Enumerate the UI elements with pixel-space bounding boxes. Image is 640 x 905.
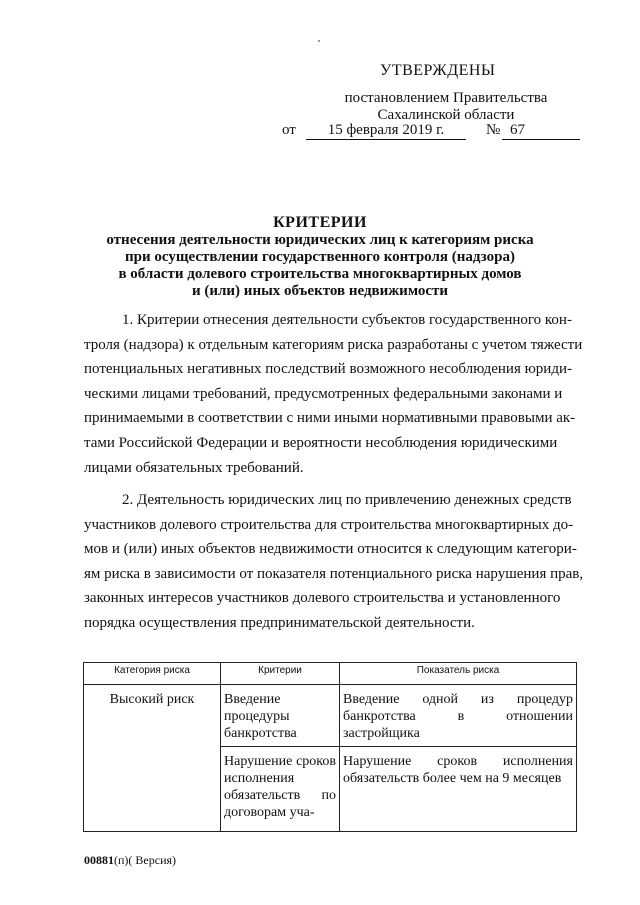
- table-header-row: [84, 663, 577, 685]
- subtitle-line: отнесения деятельности юридических лиц к категориям риска: [106, 232, 534, 248]
- approved-heading: УТВЕРЖДЕНЫ: [380, 62, 496, 79]
- approved-by-line-1: постановлением Правительства: [344, 90, 548, 106]
- paragraph-line: участников долевого строительства для строительства многоквартирных до-: [84, 516, 574, 533]
- indicator-cell: Нарушение сроков исполнения обязательств более чем на 9 месяцев: [340, 747, 577, 832]
- paragraph-line: троля (надзора) к отдельным категориям риска разработаны с учетом тяжести: [84, 336, 583, 353]
- footer-code: 00881: [84, 853, 114, 867]
- scan-speck: [318, 40, 320, 42]
- document-title: КРИТЕРИИ: [273, 214, 367, 231]
- paragraph-2: [84, 488, 592, 636]
- date-label: от: [282, 122, 296, 138]
- paragraph-line: лицами обязательных требований.: [84, 459, 304, 476]
- approved-by-line-2: Сахалинской области: [377, 107, 515, 123]
- decree-date: 15 февраля 2019 г.: [306, 122, 466, 140]
- subtitle-line: и (или) иных объектов недвижимости: [191, 283, 449, 299]
- paragraph-line: 1. Критерии отнесения деятельности субъектов государственного кон-: [122, 312, 572, 328]
- header-category: Категория риска: [84, 663, 221, 685]
- subtitle-line: в области долевого строительства многоквартирных домов: [118, 266, 522, 282]
- paragraph-line: мов и (или) иных объектов недвижимости относится к следующим категори-: [84, 541, 577, 558]
- paragraph-line: ческими лицами требований, предусмотренных федеральными законами и: [84, 385, 563, 402]
- paragraph-1: [84, 308, 592, 480]
- criterion-cell: Нарушение сроков исполнения обязательств по договорам уча-: [221, 747, 340, 832]
- paragraph-line: потенциальных негативных последствий возможного несоблюдения юриди-: [84, 361, 572, 378]
- paragraph-line: ям риска в зависимости от показателя потенциального риска нарушения прав,: [84, 565, 584, 582]
- paragraph-line: тами Российской Федерации и вероятности несоблюдения юридическими: [84, 434, 558, 451]
- subtitle-line: при осуществлении государственного контроля (надзора): [125, 249, 515, 265]
- decree-number: 67: [502, 122, 580, 140]
- paragraph-line: принимаемыми в соответствии с ними иными нормативными правовыми ак-: [84, 410, 576, 427]
- document-subtitle: [80, 232, 560, 300]
- footer-suffix: (п)( Версия): [114, 853, 177, 867]
- header-criteria: Критерии: [221, 663, 340, 685]
- paragraph-line: 2. Деятельность юридических лиц по привлечению денежных средств: [122, 492, 572, 508]
- header-indicator: Показатель риска: [340, 663, 577, 685]
- indicator-cell: Введение одной из процедур банкротства в отношении застройщика: [340, 685, 577, 747]
- criterion-cell: Введение процедуры банкротства: [221, 685, 340, 747]
- table-row: [84, 685, 577, 747]
- number-label: №: [486, 122, 501, 138]
- decree-date-number: [276, 122, 596, 142]
- document-footer-code: [84, 853, 176, 868]
- risk-category-cell: Высокий риск: [84, 685, 221, 832]
- risk-table: [83, 662, 577, 832]
- paragraph-line: порядка осуществления предпринимательской деятельности.: [84, 614, 475, 631]
- paragraph-line: законных интересов участников долевого строительства и установленного: [84, 590, 561, 607]
